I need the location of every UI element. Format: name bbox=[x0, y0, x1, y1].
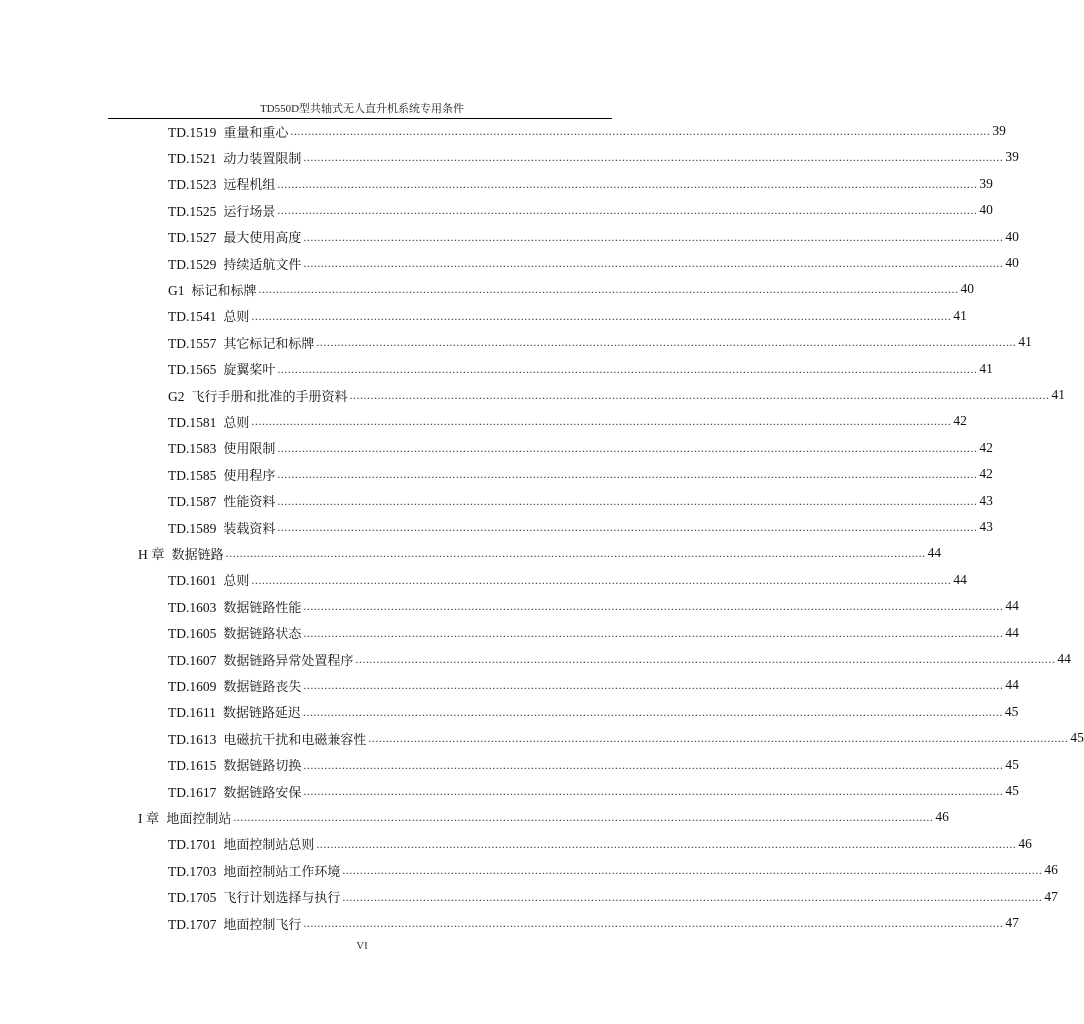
toc-entry[interactable] bbox=[168, 329, 1032, 355]
toc-entry-page: 46 bbox=[935, 809, 949, 825]
toc-entry-label bbox=[168, 491, 275, 510]
toc-entry-code: TD.1703 bbox=[168, 863, 217, 879]
toc-entry-code: TD.1617 bbox=[168, 784, 217, 800]
toc-entry-label bbox=[168, 122, 288, 141]
toc-entry-code: TD.1587 bbox=[168, 494, 217, 510]
toc-entry-page: 44 bbox=[1057, 651, 1071, 666]
toc-entry-page: 44 bbox=[1005, 598, 1019, 614]
toc-entry-label bbox=[168, 148, 301, 167]
toc-entry-title: 持续适航文件 bbox=[223, 257, 302, 273]
toc-entry-title: 地面控制站总则 bbox=[223, 838, 315, 854]
running-header: TD550D型共轴式无人直升机系统专用条件 bbox=[259, 103, 465, 115]
toc-leader-dots: ........................................................................................................................................................................................................ bbox=[342, 863, 1043, 878]
toc-entry-code: TD.1557 bbox=[168, 335, 217, 351]
toc-entry-page: 41 bbox=[979, 360, 993, 376]
toc-entry-label bbox=[168, 306, 249, 325]
toc-entry-label bbox=[168, 412, 249, 431]
toc-entry-code: TD.1519 bbox=[168, 124, 217, 140]
toc-entry-page: 47 bbox=[1005, 915, 1019, 930]
toc-entry-code: TD.1541 bbox=[168, 309, 217, 325]
toc-entry-label bbox=[168, 782, 301, 801]
toc-entry-code: TD.1527 bbox=[168, 230, 217, 246]
toc-entry[interactable] bbox=[168, 171, 993, 197]
toc-entry-code: TD.1529 bbox=[168, 256, 217, 272]
toc-entry-title: 运行场景 bbox=[223, 204, 276, 220]
toc-entry-page: 43 bbox=[979, 492, 993, 508]
toc-entry-code: TD.1603 bbox=[168, 599, 217, 615]
toc-entry-title: 总则 bbox=[223, 415, 250, 431]
toc-leader-dots: ........................................................................................................................................................................................................ bbox=[355, 652, 1056, 666]
toc-entry-code: TD.1609 bbox=[168, 678, 217, 694]
toc-leader-dots: ........................................................................................................................................................................................................ bbox=[277, 176, 978, 191]
toc-entry-page: 42 bbox=[953, 413, 967, 429]
toc-entry-code: TD.1585 bbox=[168, 467, 217, 483]
toc-entry-title: 使用限制 bbox=[223, 442, 276, 458]
toc-entry-label bbox=[168, 650, 353, 669]
toc-leader-dots: ........................................................................................................................................................................................................ bbox=[251, 414, 952, 429]
toc-entry-code: TD.1525 bbox=[168, 203, 217, 219]
toc-entry-page: 44 bbox=[927, 545, 942, 561]
toc-entry[interactable] bbox=[168, 250, 1019, 276]
toc-entry-title: 远程机组 bbox=[223, 178, 276, 194]
toc-entry[interactable] bbox=[168, 778, 1019, 804]
toc-entry-title: 重量和重心 bbox=[223, 125, 289, 141]
toc-entry-page: 44 bbox=[1005, 624, 1019, 640]
toc-entry-title: 数据链路 bbox=[171, 548, 224, 564]
toc-entry-label bbox=[168, 597, 301, 616]
toc-entry-page: 45 bbox=[1004, 703, 1019, 719]
toc-entry-title: 数据链路切换 bbox=[223, 759, 302, 775]
toc-entry-label bbox=[138, 807, 231, 827]
toc-leader-dots: ........................................................................................................................................................................................................ bbox=[303, 625, 1004, 640]
toc-entry-page: 39 bbox=[979, 175, 993, 191]
toc-entry-page: 42 bbox=[979, 466, 993, 482]
toc-entry-code: TD.1611 bbox=[168, 705, 216, 721]
toc-entry[interactable] bbox=[168, 276, 975, 302]
toc-entry[interactable] bbox=[168, 303, 967, 329]
toc-entry-code: TD.1613 bbox=[168, 731, 217, 747]
toc-leader-dots: ........................................................................................................................................................................................................ bbox=[277, 493, 978, 508]
toc-entry-code: TD.1601 bbox=[168, 573, 217, 589]
toc-leader-dots: ........................................................................................................................................................................................................ bbox=[303, 916, 1004, 930]
toc-entry-page: 40 bbox=[960, 281, 975, 297]
toc-entry-label bbox=[168, 570, 249, 589]
toc-entry-title: 旋翼桨叶 bbox=[223, 363, 276, 379]
toc-entry[interactable] bbox=[168, 752, 1019, 778]
toc-entry-label bbox=[168, 438, 275, 457]
toc-entry-code: I 章 bbox=[138, 811, 160, 827]
toc-leader-dots: ........................................................................................................................................................................................................ bbox=[225, 546, 926, 561]
toc-entry-code: H 章 bbox=[138, 547, 165, 563]
toc-entry-page: 40 bbox=[1005, 255, 1019, 270]
toc-entry-code: TD.1607 bbox=[168, 652, 217, 668]
toc-entry-page: 45 bbox=[1005, 783, 1019, 798]
toc-entry-title: 地面控制站工作环境 bbox=[223, 864, 341, 880]
toc-entry-page: 40 bbox=[1005, 228, 1019, 244]
toc-entry-title: 地面控制飞行 bbox=[223, 917, 302, 933]
toc-leader-dots: ........................................................................................................................................................................................................ bbox=[316, 335, 1017, 350]
toc-entry-title: 标记和标牌 bbox=[191, 283, 257, 299]
toc-entry-code: TD.1701 bbox=[168, 837, 217, 853]
toc-entry-label bbox=[168, 280, 257, 299]
page-number: VI bbox=[356, 940, 368, 952]
toc-leader-dots: ........................................................................................................................................................................................................ bbox=[277, 361, 978, 376]
toc-entry[interactable] bbox=[168, 514, 993, 540]
toc-entry[interactable] bbox=[168, 857, 1058, 883]
toc-leader-dots: ........................................................................................................................................................................................................ bbox=[233, 810, 934, 825]
toc-entry[interactable] bbox=[168, 567, 967, 593]
toc-entry-title: 装载资料 bbox=[223, 521, 276, 537]
toc-entry[interactable] bbox=[168, 356, 993, 382]
toc-entry-title: 总则 bbox=[223, 310, 250, 326]
toc-entry-label bbox=[168, 914, 301, 933]
toc-entry-page: 42 bbox=[979, 439, 993, 455]
toc-entry[interactable] bbox=[168, 197, 993, 223]
toc-leader-dots: ........................................................................................................................................................................................................ bbox=[303, 599, 1004, 614]
toc-leader-dots: ........................................................................................................................................................................................................ bbox=[290, 124, 991, 138]
toc-entry-page: 45 bbox=[1070, 730, 1084, 746]
toc-entry[interactable] bbox=[168, 435, 993, 461]
toc-entry-title: 地面控制站 bbox=[166, 812, 232, 828]
toc-leader-dots: ........................................................................................................................................................................................................ bbox=[303, 229, 1004, 244]
toc-entry[interactable] bbox=[168, 593, 1019, 619]
toc-entry[interactable] bbox=[168, 884, 1058, 910]
toc-entry-label bbox=[168, 254, 301, 273]
toc-leader-dots: ........................................................................................................................................................................................................ bbox=[277, 203, 978, 218]
toc-leader-dots: ........................................................................................................................................................................................................ bbox=[303, 150, 1004, 165]
toc-entry-code: TD.1521 bbox=[168, 150, 217, 166]
toc-entry-page: 46 bbox=[1018, 835, 1032, 851]
toc-entry-page: 47 bbox=[1044, 888, 1058, 904]
toc-entry-page: 44 bbox=[953, 571, 967, 587]
toc-entry-label bbox=[168, 755, 301, 774]
toc-entry[interactable] bbox=[168, 224, 1019, 250]
toc-entry[interactable] bbox=[168, 382, 1066, 408]
toc-entry-title: 数据链路丧失 bbox=[223, 679, 302, 695]
toc-entry-code: TD.1565 bbox=[168, 362, 217, 378]
toc-entry-label bbox=[138, 543, 224, 563]
toc-leader-dots: ........................................................................................................................................................................................................ bbox=[277, 520, 978, 534]
toc-entry-code: TD.1705 bbox=[168, 890, 217, 906]
toc-entry-title: 动力装置限制 bbox=[223, 151, 302, 167]
toc-entry[interactable] bbox=[168, 831, 1032, 857]
toc-entry-page: 40 bbox=[979, 202, 993, 218]
toc-entry-title: 飞行计划选择与执行 bbox=[223, 891, 341, 907]
toc-entry[interactable] bbox=[138, 804, 949, 830]
toc-entry-title: 其它标记和标牌 bbox=[223, 336, 315, 352]
toc-entry-label bbox=[168, 729, 366, 748]
toc-leader-dots: ........................................................................................................................................................................................................ bbox=[303, 256, 1004, 270]
toc-entry[interactable] bbox=[168, 408, 967, 434]
toc-leader-dots: ........................................................................................................................................................................................................ bbox=[277, 440, 978, 455]
toc-entry-title: 数据链路延迟 bbox=[222, 706, 301, 722]
toc-entry-label bbox=[168, 359, 275, 378]
toc-entry-label bbox=[168, 386, 348, 405]
toc-entry[interactable] bbox=[168, 699, 1019, 725]
toc-entry-label bbox=[168, 227, 301, 246]
toc-entry[interactable] bbox=[168, 725, 1084, 751]
toc-entry-page: 41 bbox=[1018, 334, 1032, 350]
toc-entry-label bbox=[168, 174, 275, 193]
toc-entry-title: 飞行手册和批准的手册资料 bbox=[191, 389, 348, 405]
toc-leader-dots: ........................................................................................................................................................................................................ bbox=[303, 784, 1004, 798]
toc-entry-title: 最大使用高度 bbox=[223, 231, 302, 247]
toc-entry[interactable] bbox=[168, 144, 1019, 170]
toc-entry[interactable] bbox=[168, 646, 1071, 672]
toc-entry[interactable] bbox=[168, 620, 1019, 646]
toc-entry-code: TD.1581 bbox=[168, 414, 217, 430]
toc-entry-label bbox=[168, 676, 301, 695]
toc-entry-code: G2 bbox=[168, 388, 185, 404]
toc-entry-code: G1 bbox=[168, 282, 185, 298]
toc-entry-label bbox=[168, 702, 301, 721]
toc-entry-page: 44 bbox=[1005, 677, 1019, 693]
toc-leader-dots: ........................................................................................................................................................................................................ bbox=[303, 678, 1004, 693]
toc-leader-dots: ........................................................................................................................................................................................................ bbox=[251, 572, 952, 587]
toc-entry[interactable] bbox=[168, 672, 1019, 698]
toc-leader-dots: ........................................................................................................................................................................................................ bbox=[349, 388, 1050, 402]
toc-leader-dots: ........................................................................................................................................................................................................ bbox=[277, 467, 978, 482]
toc-entry[interactable] bbox=[168, 910, 1019, 936]
toc-entry-page: 46 bbox=[1044, 862, 1058, 878]
toc-entry-label bbox=[168, 333, 314, 352]
toc-entry-label bbox=[168, 834, 314, 853]
toc-entry[interactable] bbox=[168, 461, 993, 487]
toc-entry[interactable] bbox=[168, 118, 1006, 144]
toc-entry[interactable] bbox=[138, 540, 942, 566]
toc-entry-title: 总则 bbox=[223, 574, 250, 590]
toc-leader-dots: ........................................................................................................................................................................................................ bbox=[302, 704, 1003, 719]
toc-leader-dots: ........................................................................................................................................................................................................ bbox=[303, 757, 1004, 772]
toc-entry-code: TD.1523 bbox=[168, 177, 217, 193]
toc-entry-page: 39 bbox=[992, 123, 1006, 138]
toc-entry-label bbox=[168, 518, 275, 537]
toc-entry-page: 41 bbox=[953, 307, 967, 323]
toc-entry-label bbox=[168, 201, 275, 220]
toc-entry-page: 45 bbox=[1005, 756, 1019, 772]
toc-entry-code: TD.1707 bbox=[168, 916, 217, 932]
toc-entry-label bbox=[168, 887, 340, 906]
toc-entry-label bbox=[168, 861, 340, 880]
toc-entry-code: TD.1605 bbox=[168, 626, 217, 642]
toc-entry-title: 数据链路状态 bbox=[223, 627, 302, 643]
toc-entry-title: 数据链路性能 bbox=[223, 600, 302, 616]
toc-entry-code: TD.1615 bbox=[168, 758, 217, 774]
toc-entry-title: 电磁抗干扰和电磁兼容性 bbox=[223, 732, 367, 748]
toc-entry-page: 43 bbox=[979, 519, 993, 534]
toc-leader-dots: ........................................................................................................................................................................................................ bbox=[251, 308, 952, 323]
toc-entry-title: 数据链路安保 bbox=[223, 785, 302, 801]
toc-leader-dots: ........................................................................................................................................................................................................ bbox=[258, 282, 959, 297]
toc-entry-label bbox=[168, 465, 275, 484]
toc-entry-code: TD.1583 bbox=[168, 441, 217, 457]
toc-entry[interactable] bbox=[168, 488, 993, 514]
toc-entry-page: 39 bbox=[1005, 149, 1019, 165]
toc-entry-page: 41 bbox=[1051, 387, 1066, 402]
toc-leader-dots: ........................................................................................................................................................................................................ bbox=[368, 731, 1069, 746]
toc-entry-code: TD.1589 bbox=[168, 520, 217, 536]
toc-leader-dots: ........................................................................................................................................................................................................ bbox=[316, 836, 1017, 851]
toc-entry-title: 数据链路异常处置程序 bbox=[223, 653, 354, 669]
toc-entry-label bbox=[168, 623, 301, 642]
toc-entry-title: 性能资料 bbox=[223, 495, 276, 511]
toc-leader-dots: ........................................................................................................................................................................................................ bbox=[342, 889, 1043, 904]
toc-entry-title: 使用程序 bbox=[223, 468, 276, 484]
